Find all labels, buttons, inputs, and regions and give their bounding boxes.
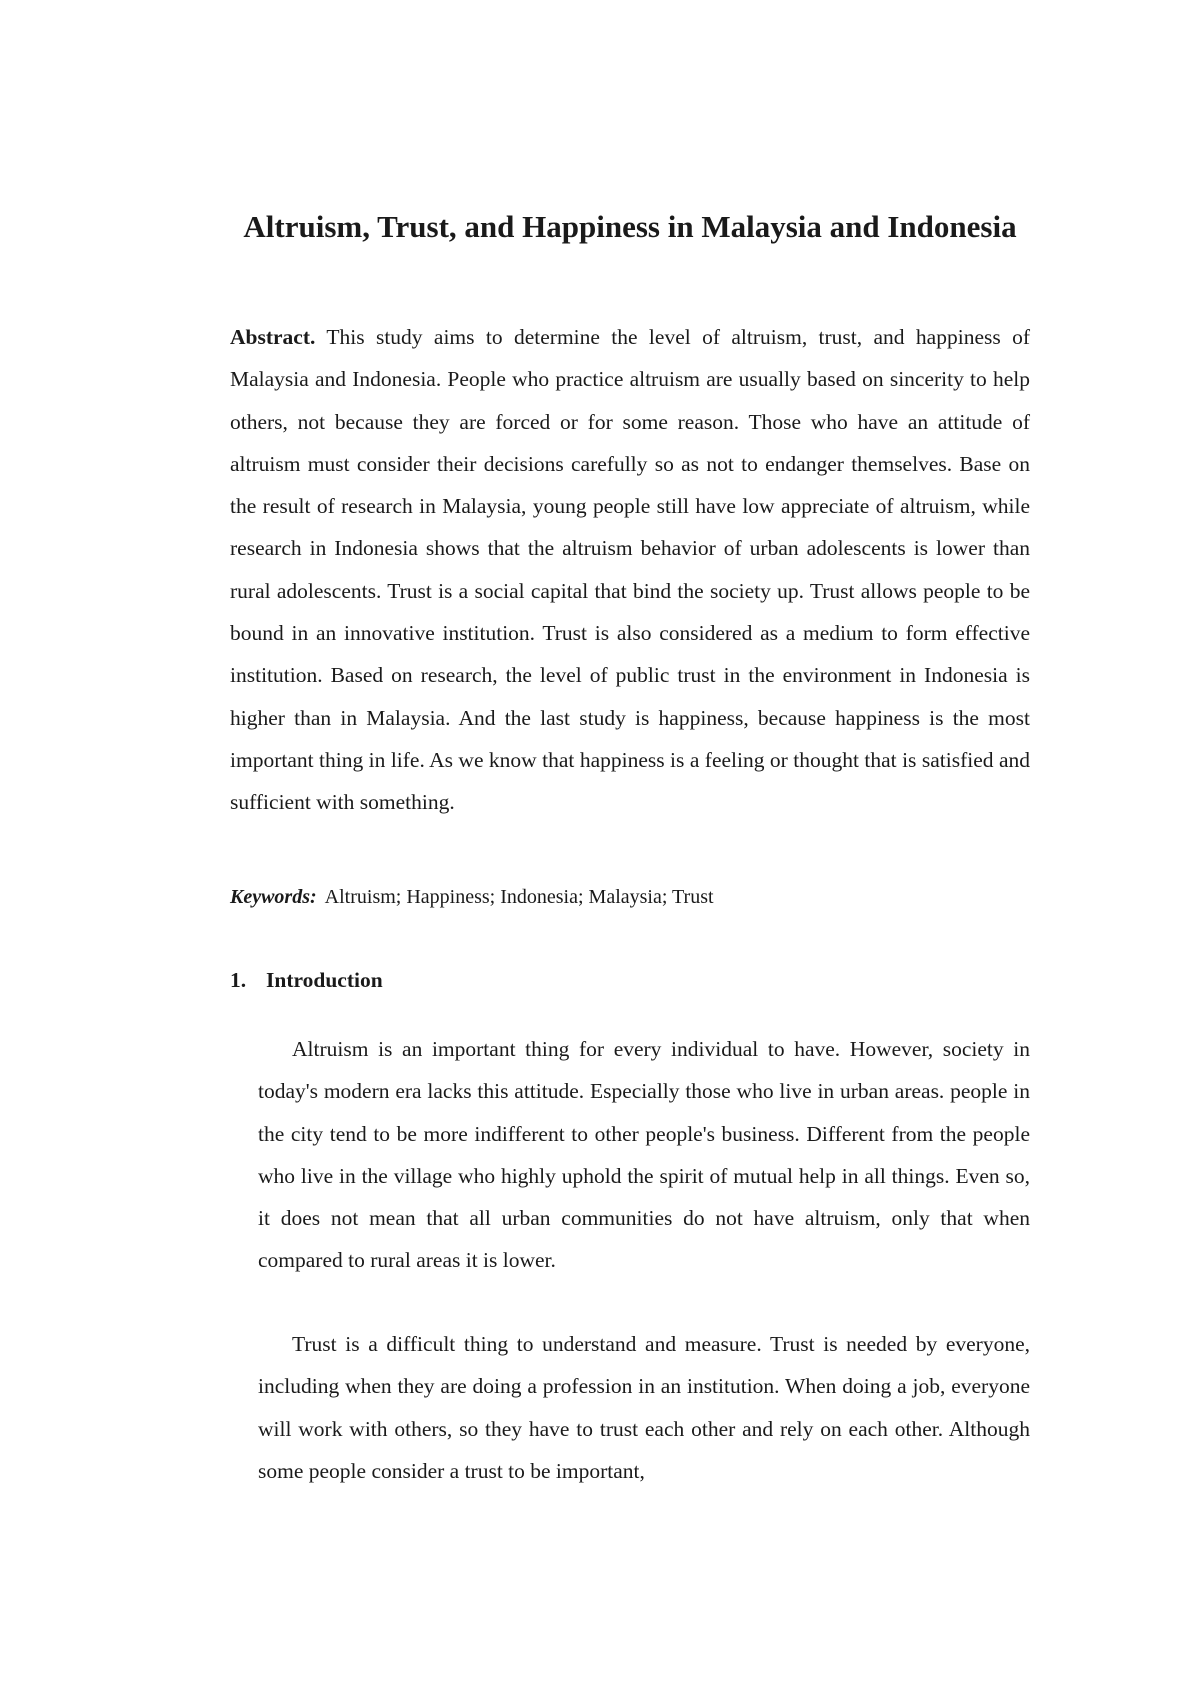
intro-paragraph-trust: Trust is a difficult thing to understand and measure. Trust is needed by everyone, including when they are doing a profession in an institution. When doing a job, everyone will work with others, so they have to trust each other and rely on each other. Although some people consider a trust to be important, [258, 1332, 1030, 1483]
abstract-label: Abstract. [230, 325, 316, 349]
keywords-label: Keywords: [230, 886, 317, 908]
section-number: 1. [230, 968, 247, 992]
keywords [230, 882, 1030, 912]
section-heading-introduction [230, 965, 383, 995]
intro-paragraph-altruism: Altruism is an important thing for every individual to have. However, society in today's modern era lacks this attitude. Especially those who live in urban areas. people in the city tend to be more indifferent to other people's business. Different from the people who live in the village who highly uphold the spirit of mutual help in all things. Even so, it does not mean that all urban communities do not have altruism, only that when compared to rural areas it is lower. [258, 1037, 1030, 1273]
section-title: Introduction [266, 968, 383, 992]
abstract [230, 316, 1030, 824]
keywords-text: Altruism; Happiness; Indonesia; Malaysia; Trust [324, 886, 714, 908]
abstract-text: This study aims to determine the level of altruism, trust, and happiness of Malaysia and Indonesia. People who practice altruism are usually based on sincerity to help others, not because they are forced or for some reason. Those who have an attitude of altruism must consider their decisions carefully so as not to endanger themselves. Base on the result of research in Malaysia, young people still have low appreciate of altruism, while research in Indonesia shows that the altruism behavior of urban adolescents is lower than rural adolescents. Trust is a social capital that bind the society up. Trust allows people to be bound in an innovative institution. Trust is also considered as a medium to form effective institution. Based on research, the level of public trust in the environment in Indonesia is higher than in Malaysia. And the last study is happiness, because happiness is the most important thing in life. As we know that happiness is a feeling or thought that is satisfied and sufficient with something. [230, 325, 1030, 815]
paper-title: Altruism, Trust, and Happiness in Malaysia and Indonesia [243, 209, 1017, 244]
